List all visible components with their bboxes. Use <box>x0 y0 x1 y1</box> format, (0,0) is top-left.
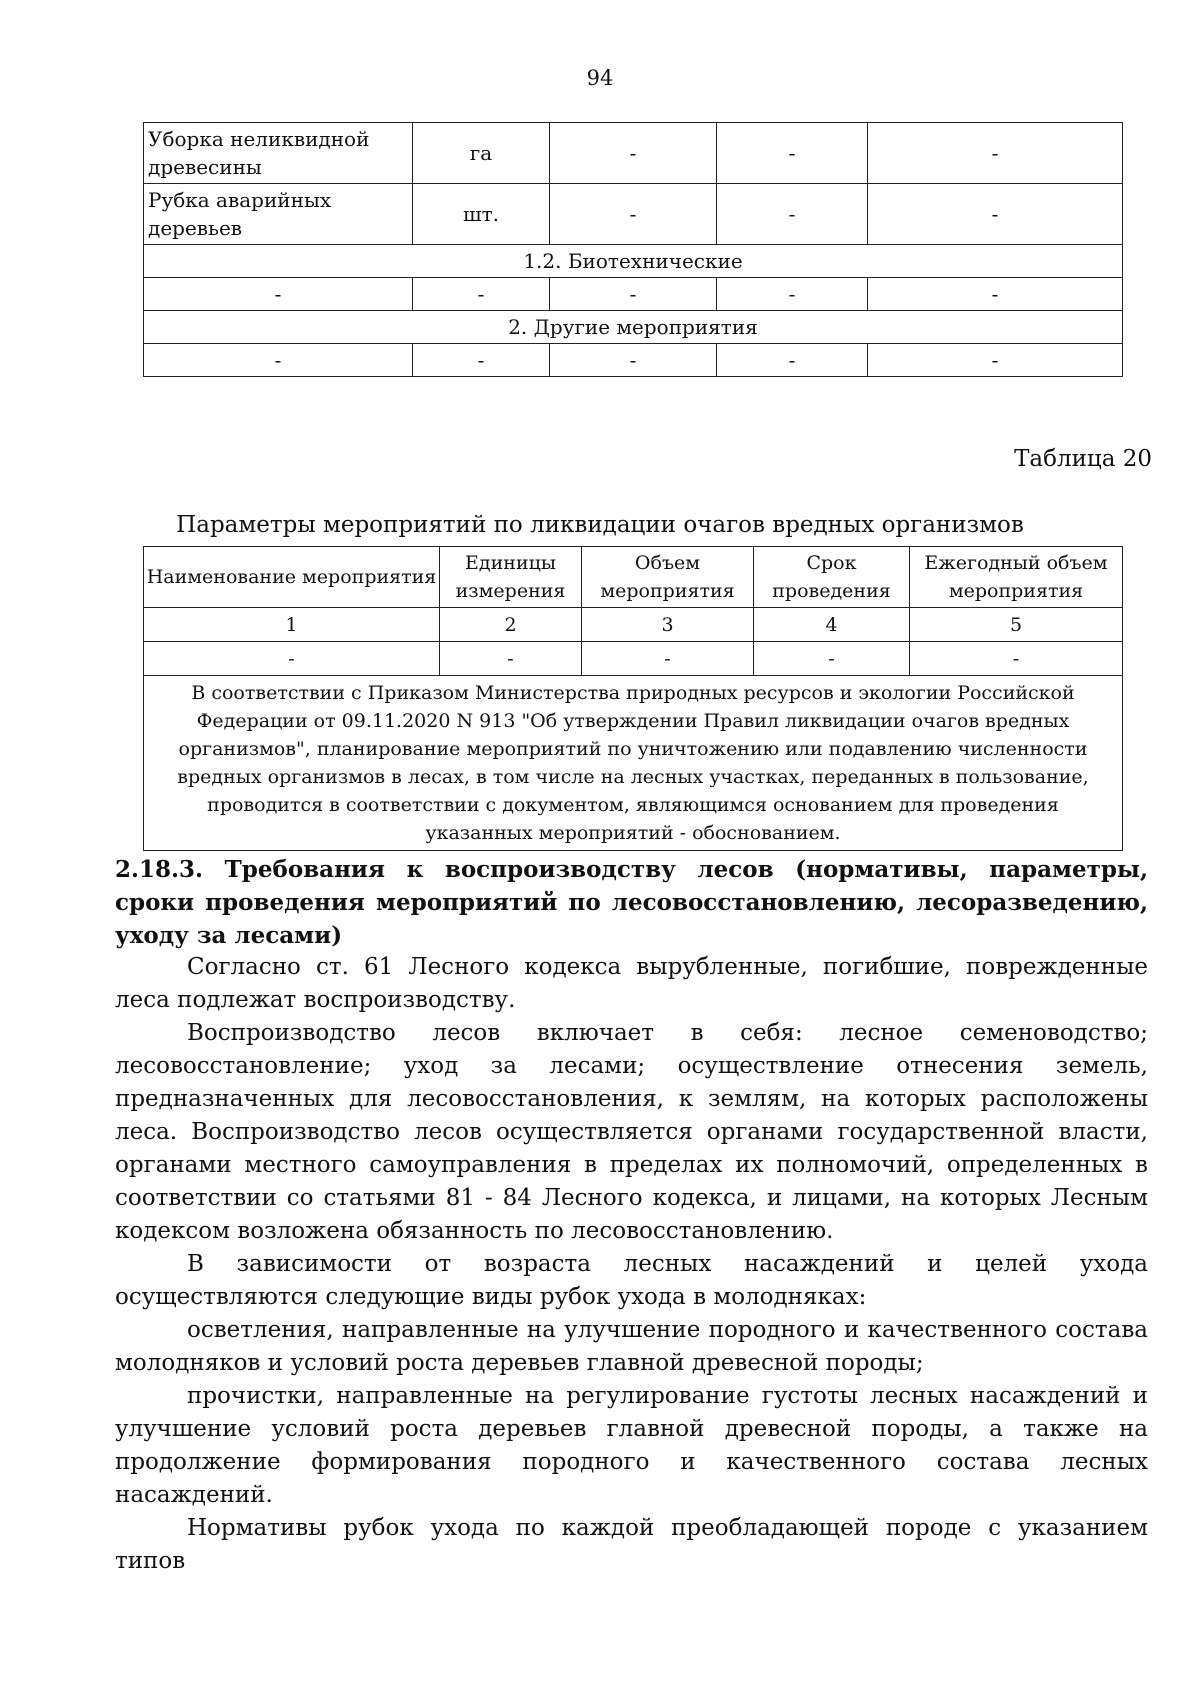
table-caption: Таблица 20 <box>1014 446 1152 472</box>
table-row <box>144 642 1123 676</box>
activity-name: Рубка аварийных деревьев <box>144 184 413 245</box>
paragraph: В зависимости от возраста лесных насаждений и целей ухода осуществляются следующие виды рубок ухода в молодняках: <box>115 1251 1148 1310</box>
value-cell: - <box>717 344 868 377</box>
column-header: Наименование мероприятия <box>144 547 440 608</box>
value-cell: - <box>550 184 717 245</box>
table-row <box>144 184 1123 245</box>
section-row <box>144 311 1123 344</box>
paragraph: Согласно ст. 61 Лесного кодекса вырубленные, погибшие, поврежденные леса подлежат воспроизводству. <box>115 954 1148 1013</box>
value-cell: - <box>717 123 868 184</box>
column-header: Единицы измерения <box>440 547 582 608</box>
section-heading: 2.18.3. Требования к воспроизводству лесов (нормативы, параметры, сроки проведения мероприятий по лесовосстановлению, лесоразведению, уходу за лесами) <box>115 856 1148 949</box>
column-number: 2 <box>440 608 582 642</box>
value-cell: - <box>550 123 717 184</box>
value-cell: - <box>440 642 582 676</box>
column-number: 5 <box>910 608 1123 642</box>
value-cell: - <box>550 278 717 311</box>
value-cell: - <box>868 123 1123 184</box>
value-cell: - <box>413 344 550 377</box>
section-body <box>115 951 1148 1578</box>
value-cell: - <box>717 278 868 311</box>
paragraph: Воспроизводство лесов включает в себя: лесное семеноводство; лесовосстановление; уход за лесами; осуществление отнесения земель, предназначенных для лесовосстановления, к землям, на которых расположены леса. Воспроизводство лесов осуществляется органами государственной власти, органами местного самоуправления в пределах их полномочий, определенных в соответствии со статьями 81 - 84 Лесного кодекса, и лицами, на которых Лесным кодексом возложена обязанность по лесовосстановлению. <box>115 1020 1148 1244</box>
table-note: В соответствии с Приказом Министерства природных ресурсов и экологии Российской Федерации от 09.11.2020 N 913 "Об утверждении Правил ликвидации очагов вредных организмов", планирование мероприятий по уничтожению или подавлению численности вредных организмов в лесах, в том числе на лесных участках, переданных в пользование, проводится в соответствии с документом, являющимся основанием для проведения указанных мероприятий - обоснованием. <box>144 676 1123 851</box>
section-title-biotech: 1.2. Биотехнические <box>144 245 1123 278</box>
value-cell: - <box>582 642 754 676</box>
value-cell: - <box>550 344 717 377</box>
pest-control-table <box>143 546 1123 851</box>
value-cell: - <box>868 278 1123 311</box>
unit-cell: га <box>413 123 550 184</box>
value-cell: - <box>717 184 868 245</box>
paragraph: прочистки, направленные на регулирование густоты лесных насаждений и улучшение условий роста деревьев главной древесной породы, а также на продолжение формирования породного и качественного состава лесных насаждений. <box>115 1383 1148 1508</box>
activity-name: Уборка неликвидной древесины <box>144 123 413 184</box>
value-cell: - <box>754 642 910 676</box>
paragraph: осветления, направленные на улучшение породного и качественного состава молодняков и условий роста деревьев главной древесной породы; <box>115 1317 1148 1376</box>
paragraph: Нормативы рубок ухода по каждой преобладающей породе с указанием типов <box>115 1515 1148 1574</box>
value-cell: - <box>144 278 413 311</box>
value-cell: - <box>910 642 1123 676</box>
column-number: 1 <box>144 608 440 642</box>
unit-cell: шт. <box>413 184 550 245</box>
page-number: 94 <box>586 66 614 90</box>
table-row <box>144 278 1123 311</box>
section-row <box>144 245 1123 278</box>
table-row <box>144 344 1123 377</box>
value-cell: - <box>144 344 413 377</box>
value-cell: - <box>868 184 1123 245</box>
column-header: Ежегодный объем мероприятия <box>910 547 1123 608</box>
value-cell: - <box>413 278 550 311</box>
note-row <box>144 676 1123 851</box>
column-number-row <box>144 608 1123 642</box>
header-row <box>144 547 1123 608</box>
column-header: Объем мероприятия <box>582 547 754 608</box>
column-number: 4 <box>754 608 910 642</box>
value-cell: - <box>868 344 1123 377</box>
value-cell: - <box>144 642 440 676</box>
table-row <box>144 123 1123 184</box>
column-number: 3 <box>582 608 754 642</box>
table-title: Параметры мероприятий по ликвидации очагов вредных организмов <box>176 512 1024 538</box>
section-title-other: 2. Другие мероприятия <box>144 311 1123 344</box>
activities-table-continued <box>143 122 1123 377</box>
column-header: Срок проведения <box>754 547 910 608</box>
